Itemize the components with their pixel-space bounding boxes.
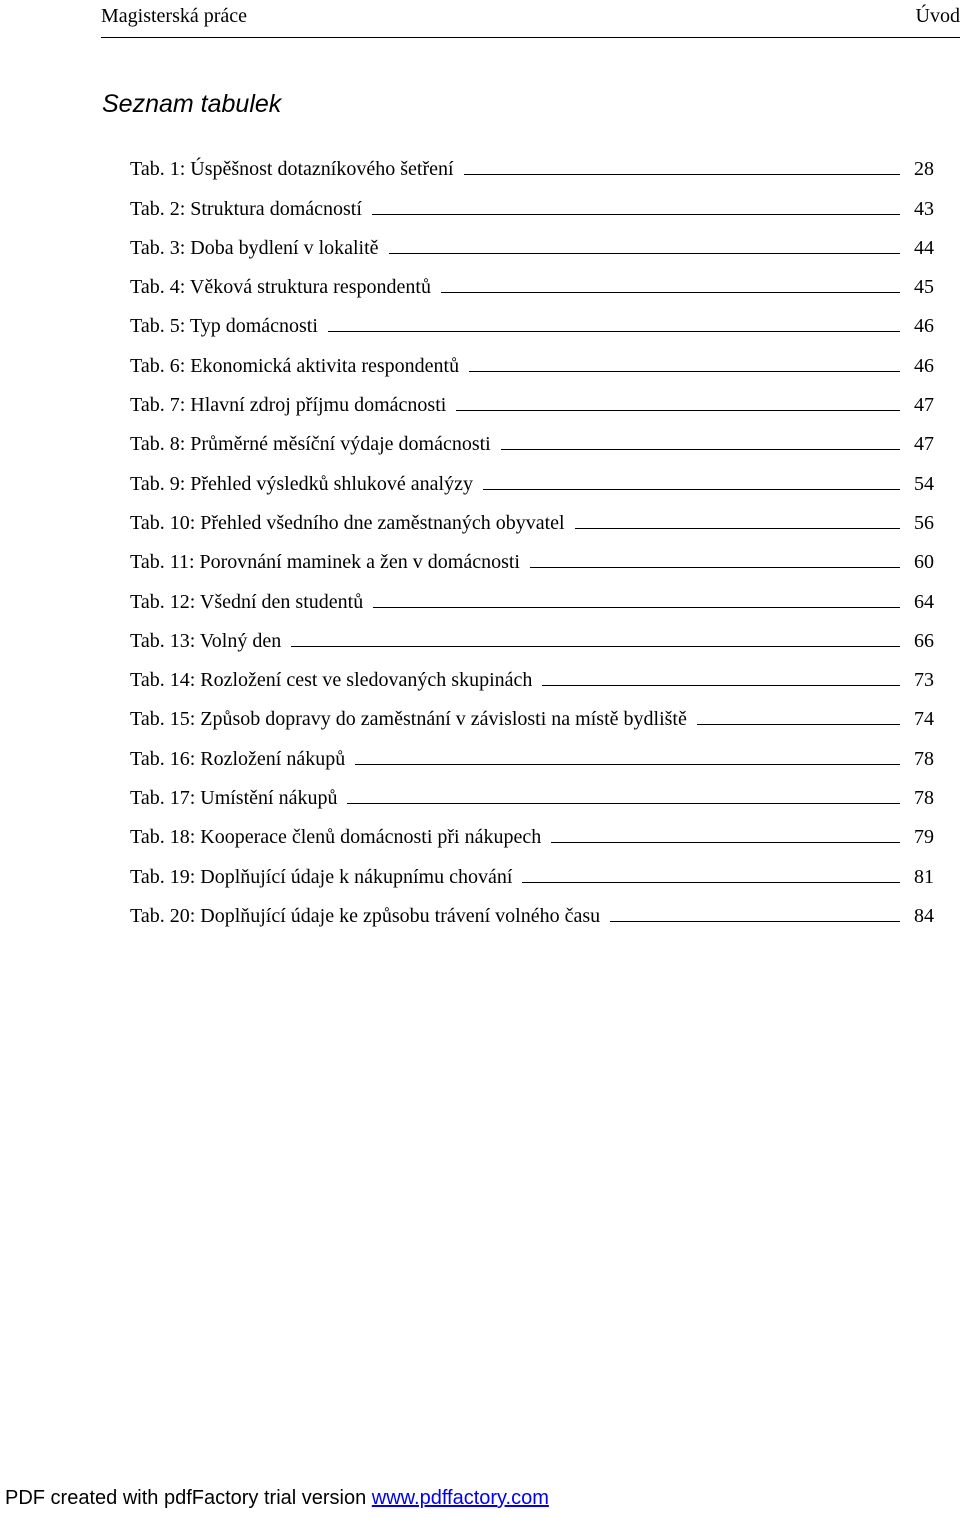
toc-entry[interactable] <box>130 537 934 576</box>
toc-entry-leader <box>355 764 900 765</box>
toc-entry-label: Tab. 17: Umístění nákupů <box>130 787 338 810</box>
footer-text: PDF created with pdfFactory trial version <box>5 1487 372 1509</box>
toc-entry-leader <box>501 449 900 450</box>
toc-entry-label: Tab. 7: Hlavní zdroj příjmu domácnosti <box>130 394 447 417</box>
toc-entry[interactable] <box>130 419 934 458</box>
toc-entry-page: 78 <box>914 787 934 810</box>
toc-title: Seznam tabulek <box>102 90 282 118</box>
toc-entry-leader <box>522 882 900 883</box>
toc-entry-label: Tab. 5: Typ domácnosti <box>130 315 318 338</box>
toc-entry-leader <box>347 803 900 804</box>
toc-entry-label: Tab. 11: Porovnání maminek a žen v domácnosti <box>130 551 520 574</box>
toc-entry-label: Tab. 3: Doba bydlení v lokalitě <box>130 236 379 259</box>
toc-entry-label: Tab. 18: Kooperace členů domácnosti při nákupech <box>130 826 542 849</box>
toc-entry[interactable] <box>130 891 934 930</box>
toc-list <box>130 144 934 930</box>
toc-entry-page: 64 <box>914 590 934 613</box>
toc-entry-page: 44 <box>914 236 934 259</box>
toc-entry-label: Tab. 16: Rozložení nákupů <box>130 747 346 770</box>
toc-entry-leader <box>469 371 900 372</box>
toc-entry-leader <box>483 489 900 490</box>
toc-entry-label: Tab. 4: Věková struktura respondentů <box>130 276 431 299</box>
toc-entry-leader <box>456 410 900 411</box>
toc-entry-leader <box>551 842 900 843</box>
toc-entry-leader <box>542 685 900 686</box>
header-section-title: Úvod <box>915 5 960 27</box>
toc-entry-label: Tab. 10: Přehled všedního dne zaměstnaných obyvatel <box>130 511 565 534</box>
toc-entry-label: Tab. 2: Struktura domácností <box>130 197 362 220</box>
toc-entry-page: 74 <box>914 708 934 731</box>
header-rule <box>101 37 960 38</box>
toc-entry[interactable] <box>130 340 934 379</box>
toc-entry-page: 60 <box>914 551 934 574</box>
toc-entry-page: 84 <box>914 904 934 927</box>
toc-entry-label: Tab. 1: Úspěšnost dotazníkového šetření <box>130 158 454 181</box>
toc-entry-page: 73 <box>914 669 934 692</box>
toc-entry[interactable] <box>130 262 934 301</box>
toc-entry[interactable] <box>130 773 934 812</box>
toc-entry-leader <box>372 214 900 215</box>
toc-entry[interactable] <box>130 183 934 222</box>
toc-entry[interactable] <box>130 694 934 733</box>
toc-entry-page: 46 <box>914 315 934 338</box>
page-header <box>0 0 960 40</box>
toc-entry-page: 47 <box>914 433 934 456</box>
toc-entry-label: Tab. 14: Rozložení cest ve sledovaných skupinách <box>130 669 533 692</box>
toc-entry[interactable] <box>130 576 934 615</box>
toc-entry-leader <box>697 724 900 725</box>
toc-entry-leader <box>389 253 900 254</box>
pdf-footer <box>5 1487 549 1510</box>
toc-entry-page: 28 <box>914 158 934 181</box>
toc-entry[interactable] <box>130 144 934 183</box>
header-document-title: Magisterská práce <box>101 5 248 27</box>
toc-entry-page: 56 <box>914 511 934 534</box>
toc-entry-leader <box>530 567 900 568</box>
toc-entry-label: Tab. 12: Všední den studentů <box>130 590 364 613</box>
toc-entry-page: 43 <box>914 197 934 220</box>
toc-entry-label: Tab. 19: Doplňující údaje k nákupnímu chování <box>130 865 513 888</box>
toc-entry-leader <box>441 292 900 293</box>
toc-entry[interactable] <box>130 458 934 497</box>
toc-entry-page: 66 <box>914 629 934 652</box>
toc-entry-leader <box>328 331 900 332</box>
toc-entry[interactable] <box>130 812 934 851</box>
toc-entry-leader <box>610 921 900 922</box>
toc-entry[interactable] <box>130 851 934 890</box>
toc-entry-leader <box>464 174 900 175</box>
toc-entry[interactable] <box>130 498 934 537</box>
toc-entry[interactable] <box>130 616 934 655</box>
footer-link[interactable]: www.pdffactory.com <box>371 1487 549 1509</box>
toc-entry[interactable] <box>130 380 934 419</box>
toc-entry-page: 47 <box>914 394 934 417</box>
toc-entry-label: Tab. 15: Způsob dopravy do zaměstnání v závislosti na místě bydliště <box>130 708 687 731</box>
toc-entry-leader <box>575 528 900 529</box>
toc-entry-label: Tab. 9: Přehled výsledků shlukové analýzy <box>130 472 473 495</box>
toc-entry-page: 79 <box>914 826 934 849</box>
toc-entry[interactable] <box>130 655 934 694</box>
toc-entry-label: Tab. 20: Doplňující údaje ke způsobu trávení volného času <box>130 904 601 927</box>
toc-entry-page: 54 <box>914 472 934 495</box>
toc-entry-label: Tab. 8: Průměrné měsíční výdaje domácnosti <box>130 433 491 456</box>
toc-entry-label: Tab. 6: Ekonomická aktivita respondentů <box>130 354 460 377</box>
toc-entry[interactable] <box>130 223 934 262</box>
toc-entry-leader <box>373 607 900 608</box>
toc-entry-page: 81 <box>914 865 934 888</box>
toc-entry-page: 45 <box>914 276 934 299</box>
toc-entry-page: 46 <box>914 354 934 377</box>
toc-entry[interactable] <box>130 301 934 340</box>
toc-entry-page: 78 <box>914 747 934 770</box>
toc-entry-leader <box>291 646 900 647</box>
toc-entry[interactable] <box>130 733 934 772</box>
toc-entry-label: Tab. 13: Volný den <box>130 629 282 652</box>
